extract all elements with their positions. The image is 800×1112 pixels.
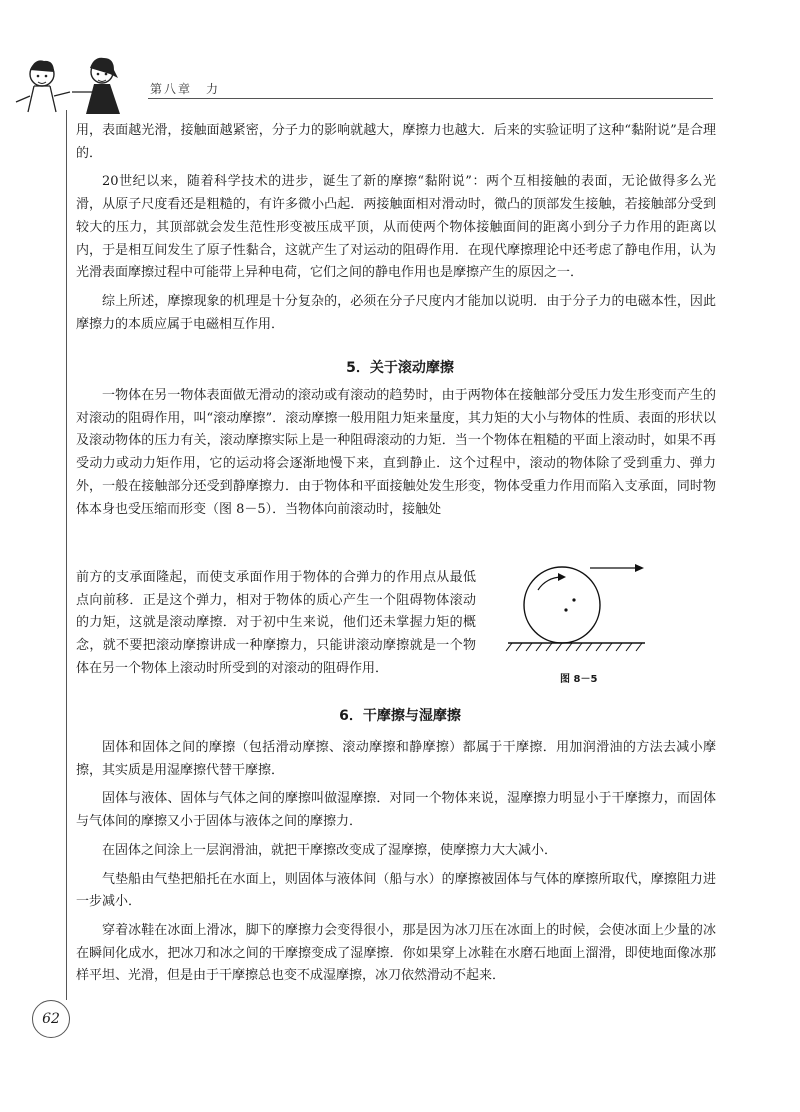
paragraph: 综上所述，摩擦现象的机理是十分复杂的，必须在分子尺度内才能加以说明．由于分子力的电磁本性，因此摩擦力的本质应属于电磁相互作用． bbox=[76, 293, 716, 332]
body-block-1 bbox=[76, 120, 716, 342]
body-block-2 bbox=[76, 385, 716, 527]
paragraph: 前方的支承面隆起，而使支承面作用于物体的合弹力的作用点从最低点向前移．正是这个弹力，相对于物体的质心产生一个阻碍物体滚动的力矩，这就是滚动摩擦．对于初中生来说，他们还未掌握力矩的概念，就不要把滚动摩擦讲成一种摩擦力，只能讲滚动摩擦就是一个物体在另一个物体上滚动时所受到的对滚动的阻碍作用． bbox=[76, 570, 476, 676]
header-cartoon-illustration bbox=[10, 52, 150, 122]
section-heading-6: 6．干摩擦与湿摩擦 bbox=[339, 708, 461, 724]
paragraph: 用，表面越光滑，接触面越紧密，分子力的影响就越大，摩擦力也越大．后来的实验证明了这种“黏附说”是合理的． bbox=[76, 123, 716, 161]
left-margin-rule bbox=[66, 110, 67, 1000]
body-block-wrapped bbox=[76, 567, 476, 687]
paragraph: 穿着冰鞋在冰面上滑冰，脚下的摩擦力会变得很小，那是因为冰刀压在冰面上的时候，会使冰面上少量的冰在瞬间化成水，把冰刀和冰之间的干摩擦变成了湿摩擦．你如果穿上冰鞋在水磨石地面上溜滑，即使地面像冰那样平坦、光滑，但是由于干摩擦总也变不成湿摩擦，冰刀依然滑动不起来． bbox=[76, 922, 716, 984]
paragraph: 20世纪以来，随着科学技术的进步，诞生了新的摩擦“黏附说”：两个互相接触的表面，无论做得多么光滑，从原子尺度看还是粗糙的，有许多微小凸起．两接触面相对滑动时，微凸的顶部发生接触，若接触部分受到较大的压力，其顶部就会发生范性形变被压成平顶，从而使两个物体接触面间的距离小到分子力作用的距离以内，于是相互间发生了原子性黏合，这就产生了对运动的阻碍作用．在现代摩擦理论中还考虑了静电作用，认为光滑表面摩擦过程中可能带上异种电荷，它们之间的静电作用也是摩擦产生的原因之一． bbox=[76, 174, 716, 281]
paragraph: 一物体在另一物体表面做无滑动的滚动或有滚动的趋势时，由于两物体在接触部分受压力发生形变而产生的对滚动的阻碍作用，叫“滚动摩擦”．滚动摩擦一般用阻力矩来量度，其力矩的大小与物体的性质、表面的形状以及滚动物体的压力有关，滚动摩擦实际上是一种阻碍滚动的力矩．当一个物体在粗糙的平面上滚动时，如果不再受动力或动力矩作用，它的运动将会逐渐地慢下来，直到静止．这个过程中，滚动的物体除了受到重力、弹力外，一般在接触部分还受到静摩擦力．由于物体和平面接触处发生形变，物体受重力作用而陷入支承面，同时物体本身也受压缩而形变（图 8－5）．当物体向前滚动时，接触处 bbox=[76, 388, 716, 517]
paragraph: 在固体之间涂上一层润滑油，就把干摩擦改变成了湿摩擦，使摩擦力大大减小． bbox=[102, 842, 558, 858]
figure-caption: 图 8－5 bbox=[560, 674, 598, 685]
paragraph: 气垫船由气垫把船托在水面上，则固体与液体间（船与水）的摩擦被固体与气体的摩擦所取代，摩擦阻力进一步减小． bbox=[76, 871, 716, 910]
chapter-header: 第八章 力 bbox=[150, 82, 221, 96]
body-block-3 bbox=[76, 737, 716, 994]
section-heading-5: 5．关于滚动摩擦 bbox=[346, 360, 454, 376]
paragraph: 固体和固体之间的摩擦（包括滑动摩擦、滚动摩擦和静摩擦）都属于干摩擦．用加润滑油的方法去减小摩擦，其实质是用湿摩擦代替干摩擦． bbox=[76, 740, 716, 778]
page-number: 62 bbox=[32, 1000, 70, 1038]
header-rule bbox=[148, 98, 713, 99]
paragraph: 固体与液体、固体与气体之间的摩擦叫做湿摩擦．对同一个物体来说，湿摩擦力明显小于干摩擦力，而固体与气体间的摩擦又小于固体与液体之间的摩擦力． bbox=[76, 791, 716, 830]
